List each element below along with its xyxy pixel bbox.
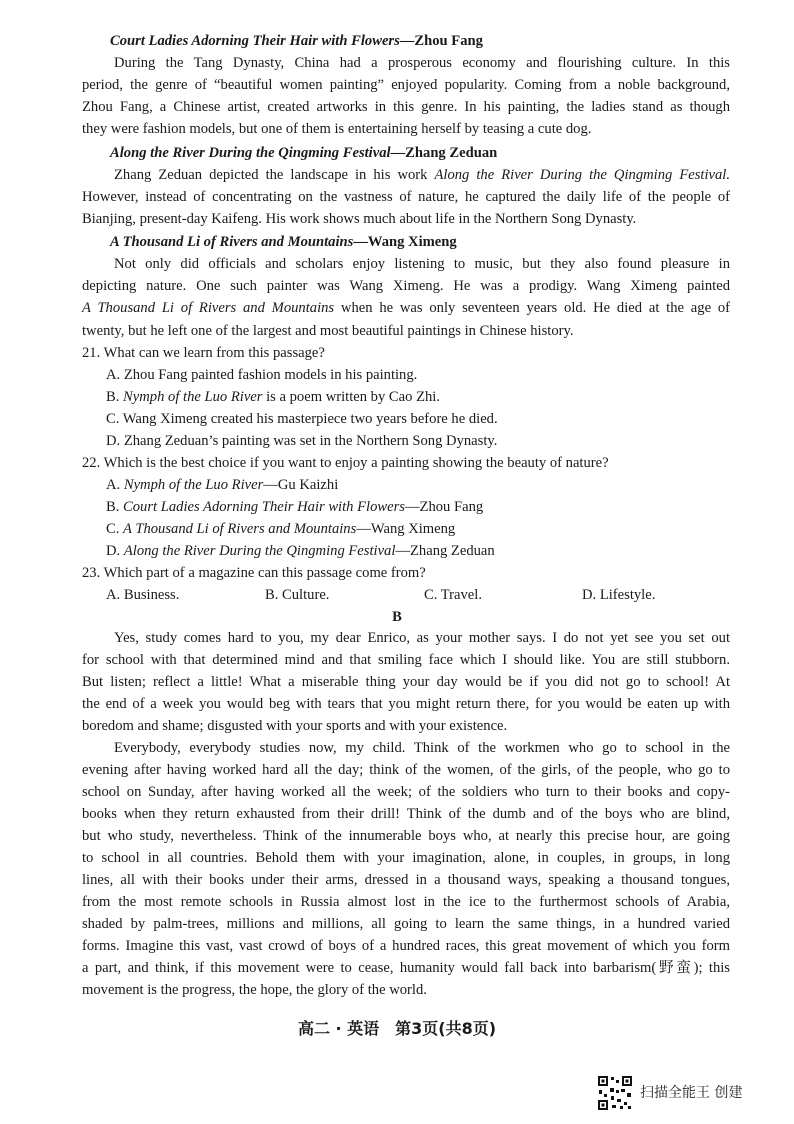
paragraph-line: books when they return exhausted from their drill! Think of the dumb and of the boys who are blind, [82, 806, 730, 822]
option-23-c: C. Travel. [424, 587, 482, 603]
paragraph-line: movement is the progress, the hope, the glory of the world. [82, 982, 427, 998]
paragraph-line: twenty, but he left one of the largest and most beautiful paintings in Chinese history. [82, 323, 574, 339]
paragraph-line: Zhou Fang, a Chinese artist, created artworks in this genre. In his painting, the ladies stand as though [82, 99, 730, 115]
page-footer: 高二 · 英语 第3页(共8页) [297, 1019, 497, 1038]
question-23: 23. Which part of a magazine can this passage come from? [82, 565, 426, 581]
paragraph-line: Everybody, everybody studies now, my child. Think of the workmen who go to school in the [114, 740, 730, 756]
option-23-a: A. Business. [106, 587, 180, 603]
qr-code-icon [597, 1075, 633, 1111]
option-21-a: A. Zhou Fang painted fashion models in his painting. [106, 367, 418, 383]
option-22-a: A. Nymph of the Luo River—Gu Kaizhi [106, 477, 339, 493]
heading-court-ladies: Court Ladies Adorning Their Hair with Flowers—Zhou Fang [110, 33, 483, 49]
paragraph-line: Bianjing, present-day Kaifeng. His work shows much about life in the Northern Song Dynasty. [82, 211, 637, 227]
paragraph-line: However, instead of concentrating on the vastness of nature, he captured the daily life of the people of [82, 189, 730, 205]
paragraph-line: But listen; reflect a little! What a miserable thing your day would be if you did not go to school! At [82, 674, 730, 690]
paragraph-line: A Thousand Li of Rivers and Mountains when he was only seventeen years old. He died at the age of [82, 300, 730, 316]
paragraph-line: forms. Imagine this vast, vast crowd of boys of a hundred races, this great movement of which you form [82, 938, 730, 954]
option-22-b: B. Court Ladies Adorning Their Hair with Flowers—Zhou Fang [106, 499, 484, 515]
paragraph-line: During the Tang Dynasty, China had a prosperous economy and flourishing culture. In this [114, 55, 730, 71]
paragraph-line: Not only did officials and scholars enjoy listening to music, but they also found pleasure in [114, 256, 730, 272]
paragraph-line: a part, and think, if this movement were to cease, humanity would fall back into barbarism(野蛮); this [82, 960, 730, 976]
option-22-d: D. Along the River During the Qingming Festival—Zhang Zeduan [106, 543, 495, 559]
paragraph-line: lines, all with their books under their arms, dressed in a thousand ways, speaking a thousand tongues, [82, 872, 730, 888]
option-23-d: D. Lifestyle. [582, 587, 656, 603]
heading-along-the-river: Along the River During the Qingming Festival—Zhang Zeduan [110, 145, 498, 161]
paragraph-line: school on Sunday, after having worked all the week; of the soldiers who turn to their books and copy- [82, 784, 730, 800]
paragraph-line: boredom and shame; disgusted with your sports and with your existence. [82, 718, 508, 734]
question-21: 21. What can we learn from this passage? [82, 345, 325, 361]
paragraph-line: to school in all countries. Behold them with your imagination, alone, in couples, in groups, in long [82, 850, 730, 866]
option-22-c: C. A Thousand Li of Rivers and Mountains—Wang Ximeng [106, 521, 456, 537]
paragraph-line: Yes, study comes hard to you, my dear Enrico, as your mother says. I do not yet see you set out [114, 630, 730, 646]
paragraph-line: evening after having worked hard all the day; think of the women, of the girls, of the people, who go to [82, 762, 730, 778]
paragraph-line: but who study, nevertheless. Think of the innumerable boys who, at nearly this precise hour, are going [82, 828, 730, 844]
scanner-watermark: 扫描全能王 创建 [640, 1085, 743, 1101]
option-21-d: D. Zhang Zeduan’s painting was set in the Northern Song Dynasty. [106, 433, 498, 449]
paragraph-line: from the most remote schools in Russia almost lost in the ice to the furthermost schools of Arabia, [82, 894, 730, 910]
option-21-b: B. Nymph of the Luo River is a poem written by Cao Zhi. [106, 389, 440, 405]
paragraph-line: for school with that determined mind and that smiling face which I should like. You are still stubborn. [82, 652, 730, 668]
paragraph-line: Zhang Zeduan depicted the landscape in his work Along the River During the Qingming Festival. [114, 167, 730, 183]
paragraph-line: they were fashion models, but one of them is entertaining herself by teasing a cute dog. [82, 121, 592, 137]
paragraph-line: shaded by palm-trees, millions and millions, all going to learn the same things, in a hundred varied [82, 916, 730, 932]
paragraph-line: depicting nature. One such painter was Wang Ximeng. He was a prodigy. Wang Ximeng painted [82, 278, 730, 294]
option-23-b: B. Culture. [265, 587, 330, 603]
option-21-c: C. Wang Ximeng created his masterpiece two years before he died. [106, 411, 498, 427]
paragraph-line: the end of a week you would beg with tears that you might return there, for you would be eaten up with [82, 696, 730, 712]
paragraph-line: period, the genre of “beautiful women painting” enjoyed popularity. Coming from a noble background, [82, 77, 730, 93]
question-22: 22. Which is the best choice if you want to enjoy a painting showing the beauty of nature? [82, 455, 609, 471]
heading-thousand-li: A Thousand Li of Rivers and Mountains—Wang Ximeng [110, 234, 457, 250]
section-b-label: B [392, 609, 402, 625]
